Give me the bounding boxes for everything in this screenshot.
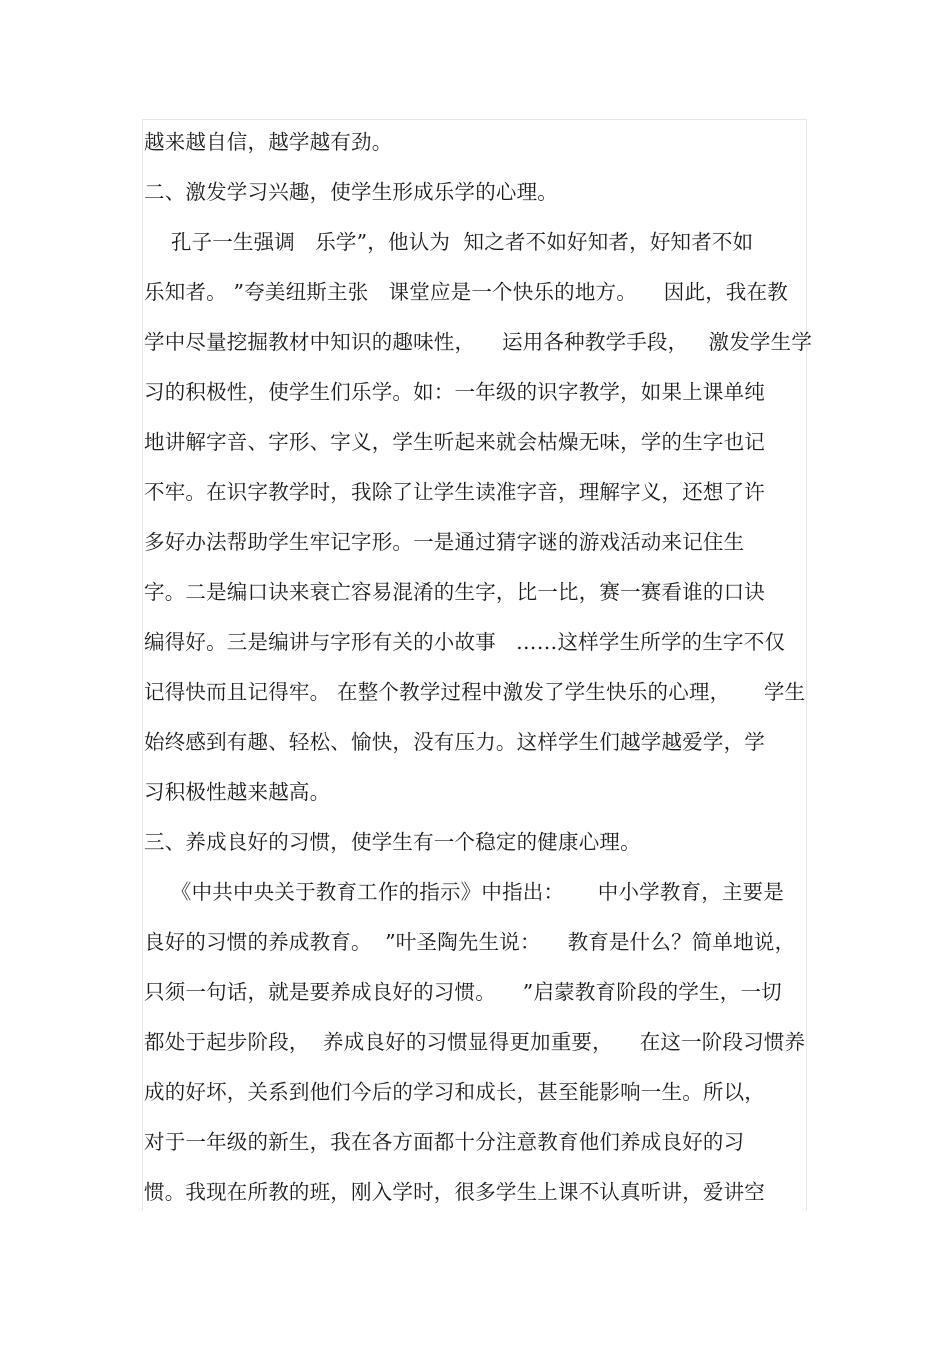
text-line: 越来越自信，越学越有劲。	[144, 130, 393, 154]
text-line: 习的积极性，使学生们乐学。如：一年级的识字教学，如果上课单纯	[144, 380, 765, 404]
section-heading: 三、养成良好的习惯，使学生有一个稳定的健康心理。	[144, 830, 641, 854]
text-line: 《中共中央关于教育工作的指示》中指出： 中小学教育，主要是	[144, 880, 785, 904]
text-line: 乐知者。 ”夸美纽斯主张 课堂应是一个快乐的地方。 因此，我在教	[144, 280, 789, 304]
section-heading: 二、激发学习兴趣，使学生形成乐学的心理。	[144, 180, 558, 204]
text-line: 编得好。三是编讲与字形有关的小故事 ……这样学生所学的生字不仅	[144, 630, 786, 654]
text-line: 地讲解字音、字形、字义，学生听起来就会枯燥无味，学的生字也记	[144, 430, 765, 454]
text-line: 记得快而且记得牢。 在整个教学过程中激发了学生快乐的心理， 学生	[144, 680, 806, 704]
text-line: 字。二是编口诀来衰亡容易混淆的生字，比一比，赛一赛看谁的口诀	[144, 580, 765, 604]
text-line: 习积极性越来越高。	[144, 780, 331, 804]
text-line: 孔子一生强调 乐学”，他认为 知之者不如好知者，好知者不如	[144, 230, 754, 254]
text-line: 只须一句话，就是要养成良好的习惯。 ”启蒙教育阶段的学生，一切	[144, 980, 782, 1004]
text-line: 始终感到有趣、轻松、愉快，没有压力。这样学生们越学越爱学，学	[144, 730, 765, 754]
text-line: 对于一年级的新生，我在各方面都十分注意教育他们养成良好的习	[144, 1130, 745, 1154]
text-line: 成的好坏，关系到他们今后的学习和成长，甚至能影响一生。所以，	[144, 1080, 765, 1104]
text-line: 不牢。在识字教学时，我除了让学生读准字音，理解字义，还想了许	[144, 480, 765, 504]
text-line: 多好办法帮助学生牢记字形。一是通过猜字谜的游戏活动来记住生	[144, 530, 745, 554]
text-line: 惯。我现在所教的班，刚入学时，很多学生上课不认真听讲，爱讲空	[144, 1180, 765, 1204]
text-line: 都处于起步阶段， 养成良好的习惯显得更加重要， 在这一阶段习惯养	[144, 1030, 806, 1054]
text-line: 学中尽量挖掘教材中知识的趣味性， 运用各种教学手段， 激发学生学	[144, 330, 813, 354]
text-line: 良好的习惯的养成教育。 ”叶圣陶先生说： 教育是什么？简单地说，	[144, 930, 796, 954]
